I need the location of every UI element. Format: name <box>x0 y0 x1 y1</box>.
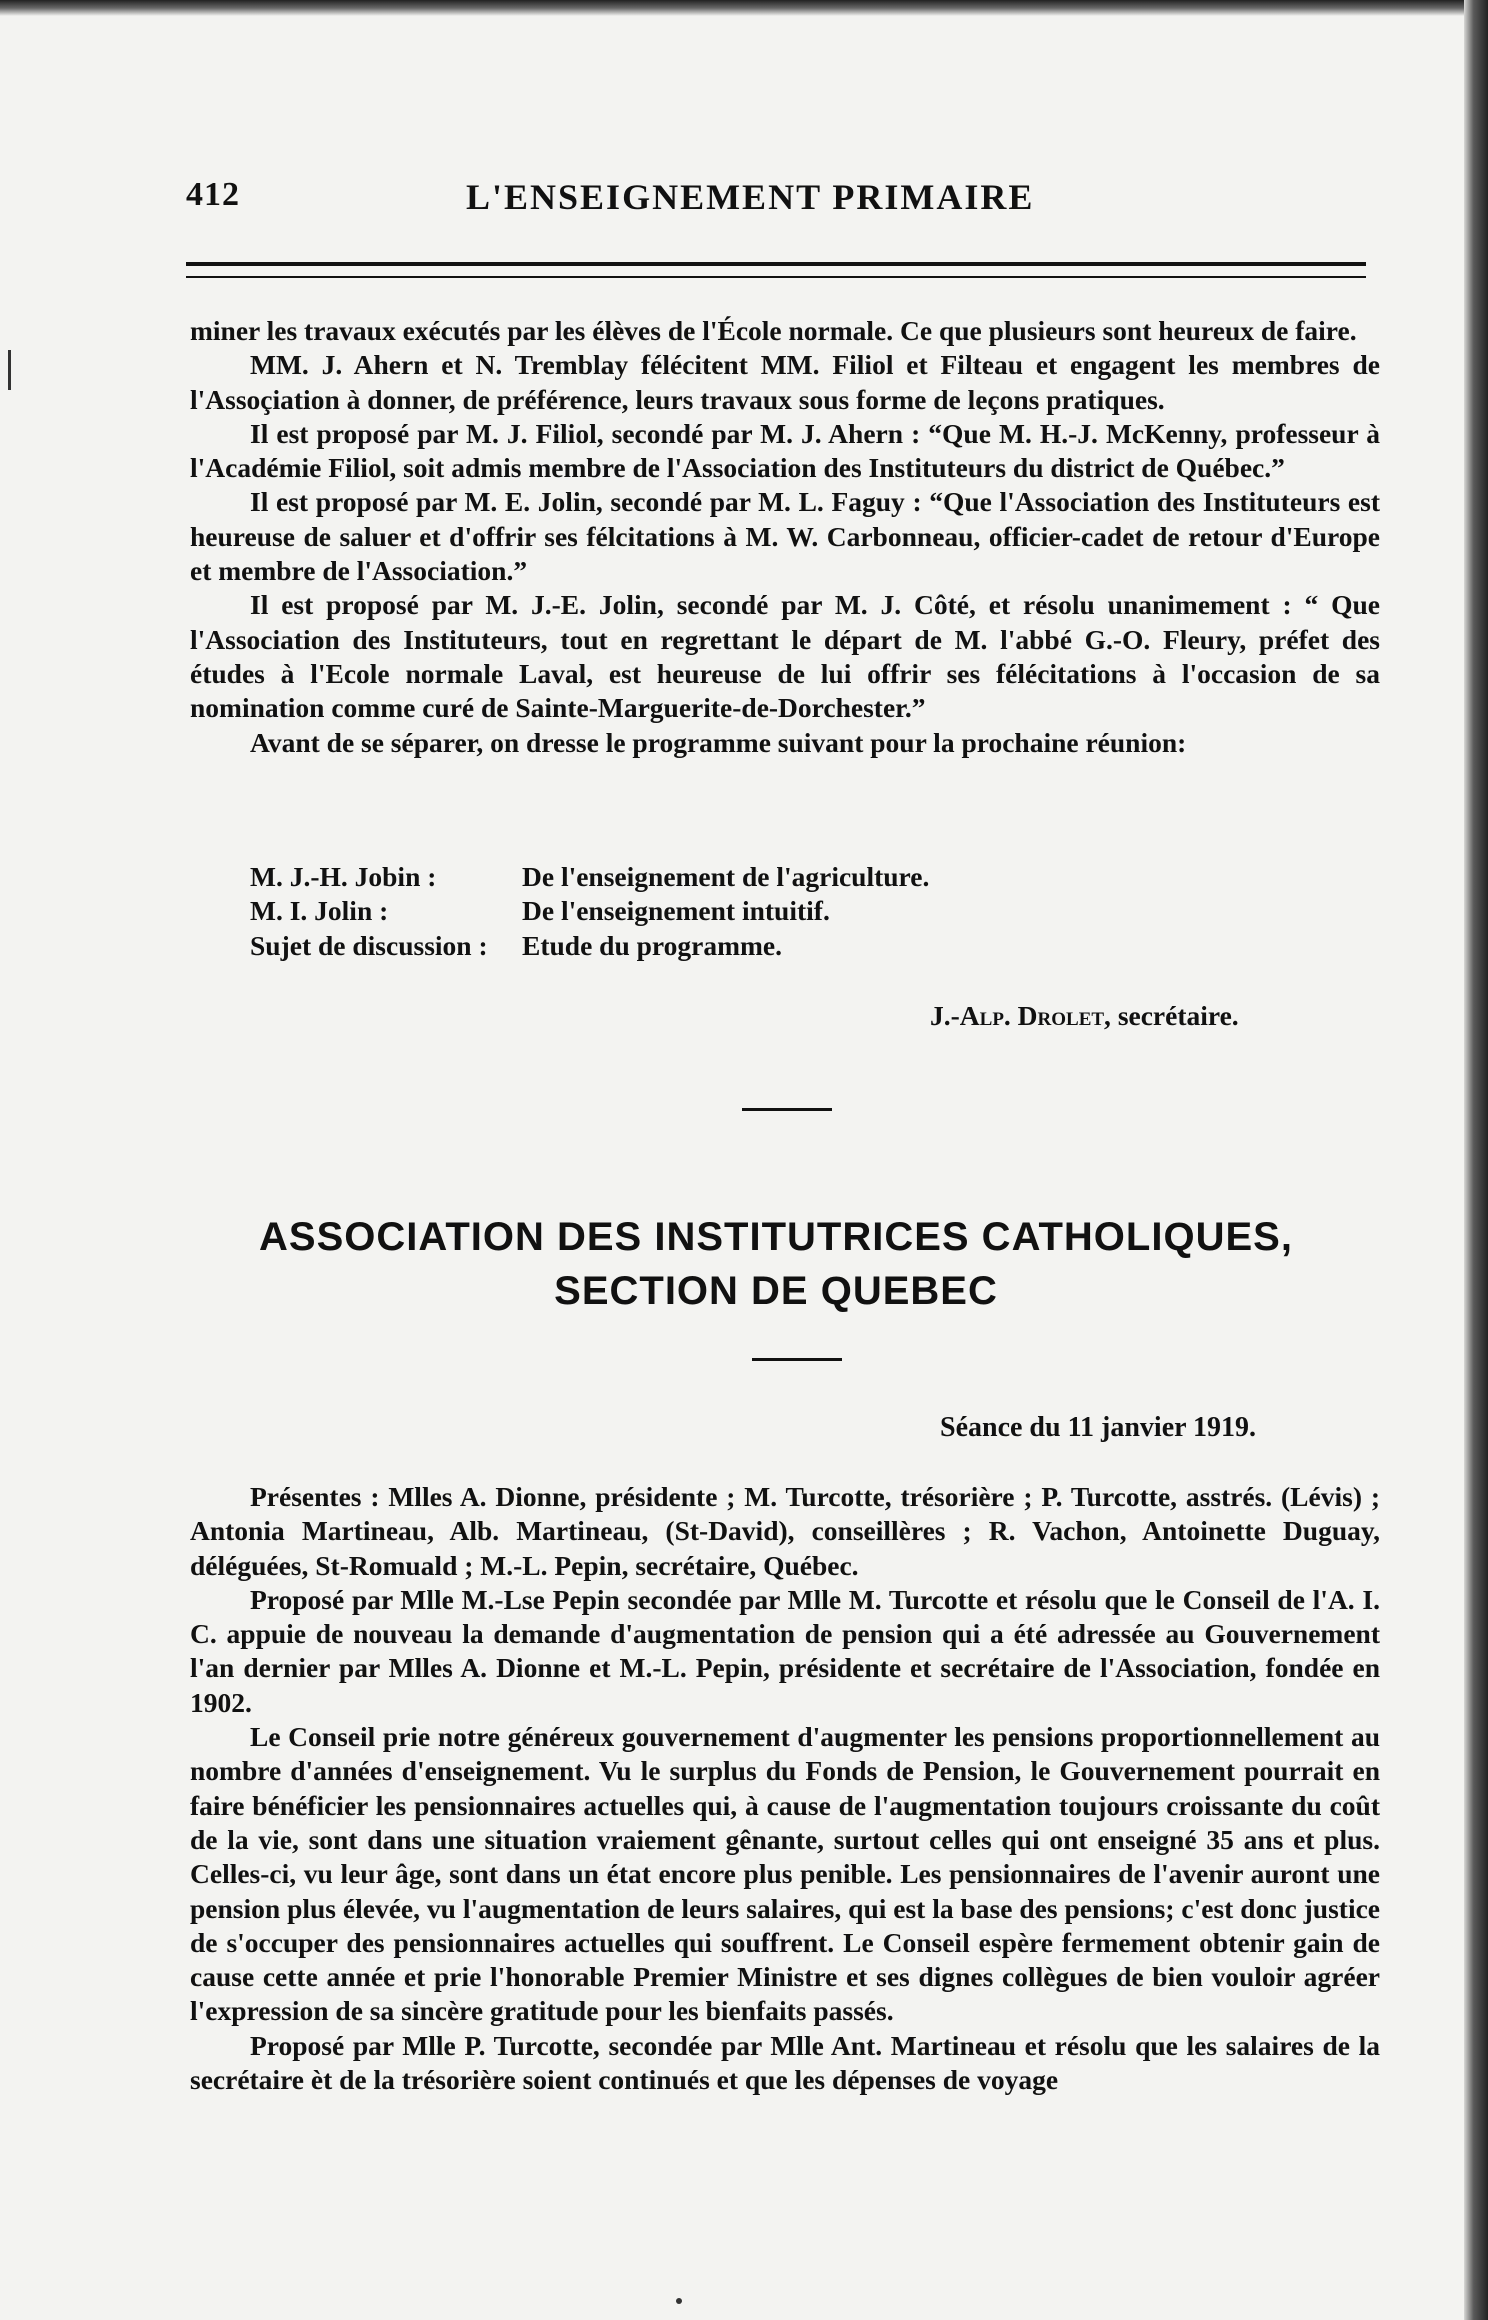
program-speaker: M. J.-H. Jobin : <box>250 861 437 892</box>
paragraph: Proposé par Mlle P. Turcotte, secondée par Mlle Ant. Martineau et résolu que les salaires de la secrétaire èt de la trésorière soient continués et que les dépenses de voyage <box>190 2029 1380 2096</box>
secretary-signature <box>930 1000 1239 1032</box>
paragraph: Le Conseil prie notre généreux gouvernement d'augmenter les pensions proportionnellement au nombre d'années d'enseignement. Vu le surplus du Fonds de Pension, le Gouvernement pourrait en faire bénéficier les pensionnaires actuelles qui, à cause de l'augmentation toujours croissante du coût de la vie, sont dans une situation vraiement gênante, surtout celles qui ont enseigné 35 ans et plus. Celles-ci, vu leur âge, sont dans un état encore plus penible. Les pensionnaires de l'avenir auront une pension plus élevée, vu l'augmentation de leurs salaires, qui est la base des pensions; c'est donc justice de s'occuper des pensionnaires actuelles qui souffrent. Le Conseil espère fermement obtenir gain de cause cette année et prie l'honorable Premier Ministre et ses dignes collègues de bien vouloir agréer l'expression de sa sincère gratitude pour les bienfaits passés. <box>190 1721 1380 2027</box>
first-section-text <box>190 314 1380 760</box>
signature-role: secrétaire. <box>1117 1000 1239 1031</box>
second-section-text <box>190 1480 1380 2097</box>
paragraph: Proposé par Mlle M.-Lse Pepin secondée par Mlle M. Turcotte et résolu que le Conseil de l'A. I. C. appuie de nouveau la demande d'augmentation de pension qui a été adressée au Gouvernement l'an dernier par Mlles A. Dionne et M.-L. Pepin, présidente et secrétaire de l'Association, fondée en 1902. <box>190 1583 1380 1718</box>
signature-initials: J.-Alp. <box>930 1000 1011 1031</box>
page-number: 412 <box>186 176 240 213</box>
signature-name: Drolet, <box>1017 1000 1111 1031</box>
running-title: L'ENSEIGNEMENT PRIMAIRE <box>466 177 1035 217</box>
section-title-line: ASSOCIATION DES INSTITUTRICES CATHOLIQUES, <box>259 1215 1293 1259</box>
scan-page-edge <box>1464 0 1488 2320</box>
section-title <box>186 1210 1366 1318</box>
program-row <box>250 860 1150 894</box>
program-topic: Etude du programme. <box>522 929 782 961</box>
paragraph: Il est proposé par M. J. Filiol, secondé par M. J. Ahern : “Que M. H.-J. McKenny, professeur à l'Académie Filiol, soit admis membre de l'Association des Instituteurs du district de Québec.” <box>190 417 1380 484</box>
paragraph: Avant de se séparer, on dresse le programme suivant pour la prochaine réunion: <box>250 726 1187 758</box>
program-row <box>250 894 1150 928</box>
section-title-line: SECTION DE QUEBEC <box>554 1269 998 1313</box>
program-topic: De l'enseignement de l'agriculture. <box>522 861 930 892</box>
paragraph: Présentes : Mlles A. Dionne, présidente ; M. Turcotte, trésorière ; P. Turcotte, asstrés. (Lévis) ; Antonia Martineau, Alb. Martineau, (St-David), conseillères ; R. Vachon, Antoinette Duguay, déléguées, St-Romuald ; M.-L. Pepin, secrétaire, Québec. <box>190 1481 1380 1581</box>
program-row <box>250 929 1150 963</box>
title-divider <box>752 1358 842 1361</box>
program-speaker: M. I. Jolin : <box>250 895 389 927</box>
paragraph: Il est proposé par M. E. Jolin, secondé par M. L. Faguy : “Que l'Association des Instituteurs est heureuse de saluer et d'offrir ses félcitations à M. W. Carbonneau, officier-cadet de retour d'Europe et membre de l'Association.” <box>190 486 1380 587</box>
margin-mark <box>0 350 11 390</box>
paragraph: Il est proposé par M. J.-E. Jolin, secondé par M. J. Côté, et résolu unanimement : “ Que l'Association des Instituteurs, tout en regrettant le départ de M. l'abbé G.-O. Fleury, préfet des études à l'Ecole normale Laval, est heureuse de lui offrir ses félécitations à l'occasion de sa nomination comme curé de Sainte-Marguerite-de-Dorchester.” <box>190 589 1380 724</box>
program-speaker: Sujet de discussion : <box>250 929 488 961</box>
paragraph: miner les travaux exécutés par les élèves de l'École normale. Ce que plusieurs sont heureux de faire. <box>190 315 1357 346</box>
section-divider <box>742 1108 832 1111</box>
session-date: Séance du 11 janvier 1919. <box>940 1412 1257 1443</box>
program-topic: De l'enseignement intuitif. <box>522 895 830 927</box>
paragraph: MM. J. Ahern et N. Tremblay félécitent MM. Filiol et Filteau et engagent les membres de l'Assoçiation à donner, de préférence, leurs travaux sous forme de leçons pratiques. <box>190 349 1380 415</box>
header-rule <box>186 262 1366 278</box>
scan-top-edge <box>0 0 1488 16</box>
page-header <box>186 176 1368 226</box>
meeting-program <box>250 860 1150 963</box>
scan-speck <box>676 2298 682 2304</box>
